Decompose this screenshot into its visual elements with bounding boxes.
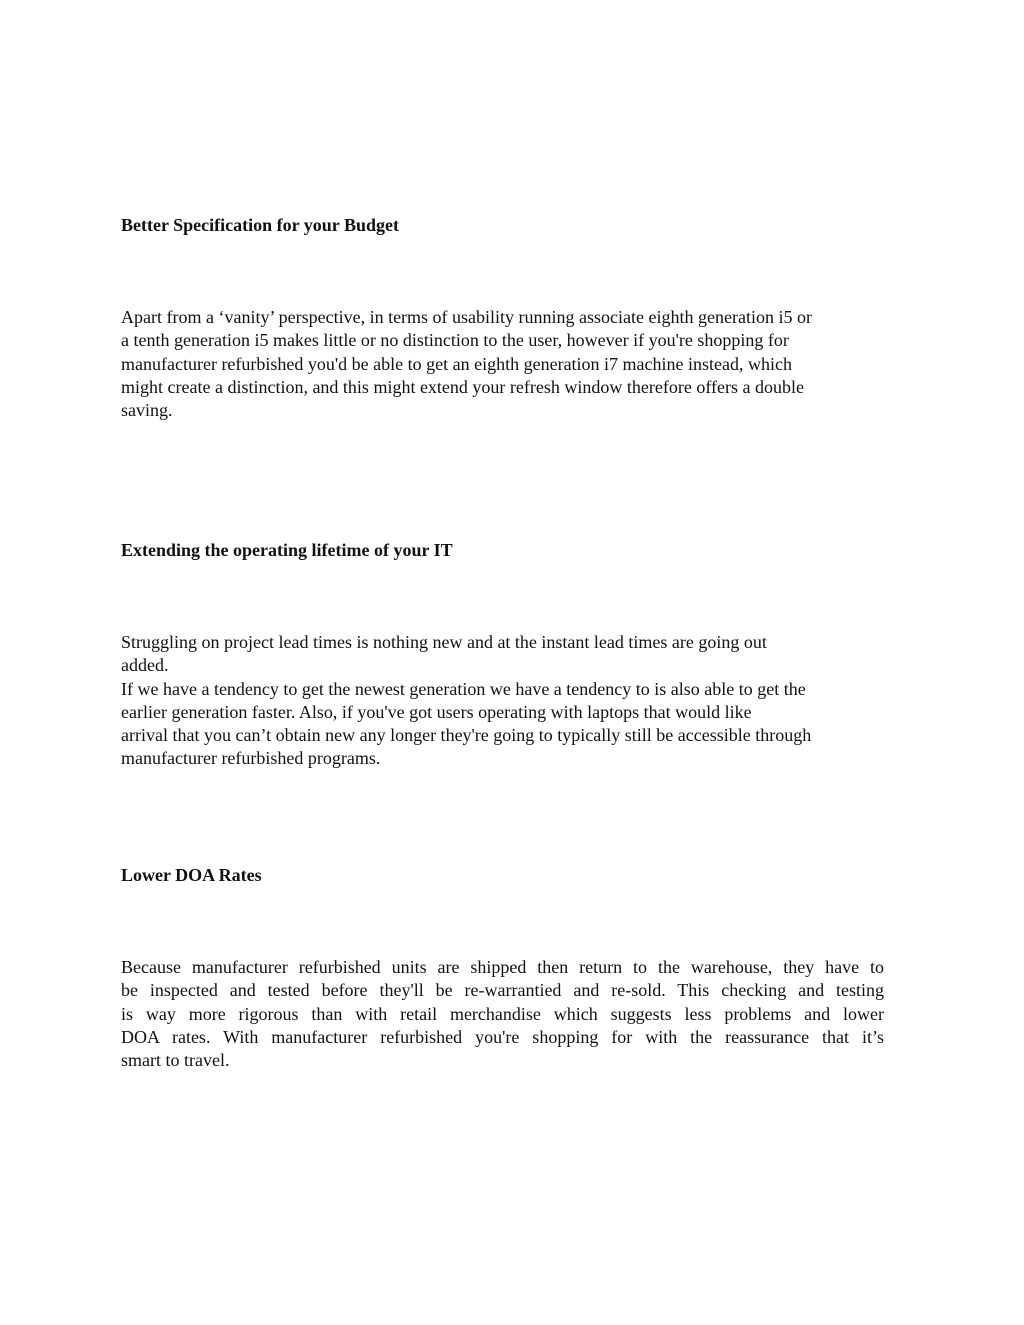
body-line: added. xyxy=(121,655,169,676)
section-heading-budget: Better Specification for your Budget xyxy=(121,215,399,235)
section-body-doa xyxy=(121,956,884,1072)
body-line: Because manufacturer refurbished units are shipped then return to the warehouse, they have to xyxy=(121,957,884,977)
body-line: might create a distinction, and this might extend your refresh window therefore offers a double xyxy=(121,376,804,397)
body-line: is way more rigorous than with retail merchandise which suggests less problems and lower xyxy=(121,1003,884,1024)
body-line: manufacturer refurbished you'd be able to get an eighth generation i7 machine instead, which xyxy=(121,353,793,374)
body-line: earlier generation faster. Also, if you've got users operating with laptops that would like xyxy=(121,701,752,722)
section-heading-lifetime: Extending the operating lifetime of your IT xyxy=(121,540,453,560)
body-line: Apart from a ‘vanity’ perspective, in terms of usability running associate eighth generation i5 or xyxy=(121,307,812,327)
section-body-budget xyxy=(121,306,897,422)
section-body-lifetime xyxy=(121,631,897,771)
body-line: DOA rates. With manufacturer refurbished you're shopping for with the reassurance that it’s xyxy=(121,1026,884,1047)
body-line: be inspected and tested before they'll be re-warrantied and re-sold. This checking and testing xyxy=(121,980,884,1001)
body-line: manufacturer refurbished programs. xyxy=(121,748,381,769)
body-line: arrival that you can’t obtain new any longer they're going to typically still be accessible through xyxy=(121,725,812,746)
body-line: a tenth generation i5 makes little or no distinction to the user, however if you're shopping for xyxy=(121,330,789,351)
body-line: smart to travel. xyxy=(121,1050,230,1071)
body-line: saving. xyxy=(121,400,173,421)
body-line: Struggling on project lead times is nothing new and at the instant lead times are going out xyxy=(121,632,767,652)
section-heading-doa: Lower DOA Rates xyxy=(121,865,262,885)
body-line: If we have a tendency to get the newest generation we have a tendency to is also able to get the xyxy=(121,678,806,699)
